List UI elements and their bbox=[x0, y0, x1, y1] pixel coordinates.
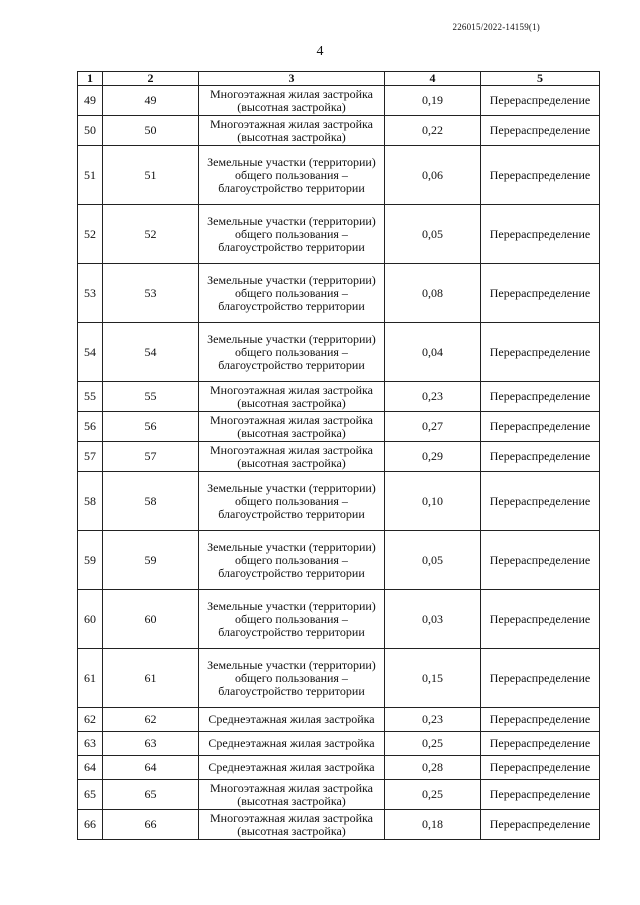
table-row bbox=[78, 442, 600, 472]
area-cell: 0,23 bbox=[385, 382, 481, 412]
table-row bbox=[78, 780, 600, 810]
table-row bbox=[78, 732, 600, 756]
formation-method-cell: Перераспределение bbox=[481, 810, 600, 840]
row-number-cell: 49 bbox=[78, 86, 103, 116]
plot-id-cell: 50 bbox=[103, 116, 199, 146]
table-header-row bbox=[78, 72, 600, 86]
land-use-type-cell: Земельные участки (территории) общего пользования – благоустройство территории bbox=[199, 146, 385, 205]
formation-method-cell: Перераспределение bbox=[481, 146, 600, 205]
area-cell: 0,18 bbox=[385, 810, 481, 840]
page-number: 4 bbox=[316, 44, 324, 59]
table-row bbox=[78, 590, 600, 649]
formation-method-cell: Перераспределение bbox=[481, 590, 600, 649]
row-number-cell: 65 bbox=[78, 780, 103, 810]
area-cell: 0,25 bbox=[385, 780, 481, 810]
plot-id-cell: 65 bbox=[103, 780, 199, 810]
area-cell: 0,28 bbox=[385, 756, 481, 780]
row-number-cell: 61 bbox=[78, 649, 103, 708]
formation-method-cell: Перераспределение bbox=[481, 116, 600, 146]
formation-method-cell: Перераспределение bbox=[481, 780, 600, 810]
area-cell: 0,04 bbox=[385, 323, 481, 382]
plot-id-cell: 54 bbox=[103, 323, 199, 382]
row-number-cell: 66 bbox=[78, 810, 103, 840]
table-row bbox=[78, 531, 600, 590]
plot-id-cell: 52 bbox=[103, 205, 199, 264]
table-row bbox=[78, 708, 600, 732]
row-number-cell: 52 bbox=[78, 205, 103, 264]
table-row bbox=[78, 810, 600, 840]
plot-id-cell: 56 bbox=[103, 412, 199, 442]
plot-id-cell: 57 bbox=[103, 442, 199, 472]
plot-id-cell: 49 bbox=[103, 86, 199, 116]
formation-method-cell: Перераспределение bbox=[481, 649, 600, 708]
area-cell: 0,29 bbox=[385, 442, 481, 472]
plot-id-cell: 64 bbox=[103, 756, 199, 780]
area-cell: 0,23 bbox=[385, 708, 481, 732]
plot-id-cell: 63 bbox=[103, 732, 199, 756]
area-cell: 0,19 bbox=[385, 86, 481, 116]
document-registration-number: 226015/2022-14159(1) bbox=[452, 22, 540, 32]
area-cell: 0,03 bbox=[385, 590, 481, 649]
area-cell: 0,06 bbox=[385, 146, 481, 205]
table-row bbox=[78, 323, 600, 382]
formation-method-cell: Перераспределение bbox=[481, 382, 600, 412]
land-plots-table bbox=[77, 71, 600, 840]
land-use-type-cell: Среднеэтажная жилая застройка bbox=[199, 708, 385, 732]
row-number-cell: 51 bbox=[78, 146, 103, 205]
area-cell: 0,10 bbox=[385, 472, 481, 531]
formation-method-cell: Перераспределение bbox=[481, 732, 600, 756]
plot-id-cell: 60 bbox=[103, 590, 199, 649]
row-number-cell: 56 bbox=[78, 412, 103, 442]
land-use-type-cell: Среднеэтажная жилая застройка bbox=[199, 756, 385, 780]
row-number-cell: 59 bbox=[78, 531, 103, 590]
formation-method-cell: Перераспределение bbox=[481, 472, 600, 531]
column-header: 5 bbox=[481, 72, 600, 86]
formation-method-cell: Перераспределение bbox=[481, 264, 600, 323]
plot-id-cell: 58 bbox=[103, 472, 199, 531]
area-cell: 0,22 bbox=[385, 116, 481, 146]
formation-method-cell: Перераспределение bbox=[481, 708, 600, 732]
table-row bbox=[78, 756, 600, 780]
row-number-cell: 53 bbox=[78, 264, 103, 323]
land-use-type-cell: Земельные участки (территории) общего пользования – благоустройство территории bbox=[199, 649, 385, 708]
area-cell: 0,05 bbox=[385, 205, 481, 264]
area-cell: 0,05 bbox=[385, 531, 481, 590]
land-use-type-cell: Многоэтажная жилая застройка (высотная застройка) bbox=[199, 780, 385, 810]
land-use-type-cell: Многоэтажная жилая застройка (высотная застройка) bbox=[199, 810, 385, 840]
row-number-cell: 54 bbox=[78, 323, 103, 382]
table-row bbox=[78, 412, 600, 442]
land-use-type-cell: Земельные участки (территории) общего пользования – благоустройство территории bbox=[199, 531, 385, 590]
area-cell: 0,25 bbox=[385, 732, 481, 756]
table-row bbox=[78, 116, 600, 146]
column-header: 2 bbox=[103, 72, 199, 86]
plot-id-cell: 53 bbox=[103, 264, 199, 323]
land-use-type-cell: Земельные участки (территории) общего пользования – благоустройство территории bbox=[199, 205, 385, 264]
land-use-type-cell: Среднеэтажная жилая застройка bbox=[199, 732, 385, 756]
land-use-type-cell: Земельные участки (территории) общего пользования – благоустройство территории bbox=[199, 264, 385, 323]
row-number-cell: 55 bbox=[78, 382, 103, 412]
formation-method-cell: Перераспределение bbox=[481, 531, 600, 590]
area-cell: 0,08 bbox=[385, 264, 481, 323]
formation-method-cell: Перераспределение bbox=[481, 205, 600, 264]
plot-id-cell: 61 bbox=[103, 649, 199, 708]
row-number-cell: 60 bbox=[78, 590, 103, 649]
row-number-cell: 64 bbox=[78, 756, 103, 780]
formation-method-cell: Перераспределение bbox=[481, 86, 600, 116]
row-number-cell: 50 bbox=[78, 116, 103, 146]
plot-id-cell: 55 bbox=[103, 382, 199, 412]
column-header: 3 bbox=[199, 72, 385, 86]
formation-method-cell: Перераспределение bbox=[481, 442, 600, 472]
row-number-cell: 57 bbox=[78, 442, 103, 472]
land-use-type-cell: Многоэтажная жилая застройка (высотная застройка) bbox=[199, 116, 385, 146]
plot-id-cell: 66 bbox=[103, 810, 199, 840]
row-number-cell: 63 bbox=[78, 732, 103, 756]
land-use-type-cell: Многоэтажная жилая застройка (высотная застройка) bbox=[199, 382, 385, 412]
land-use-type-cell: Земельные участки (территории) общего пользования – благоустройство территории bbox=[199, 323, 385, 382]
formation-method-cell: Перераспределение bbox=[481, 323, 600, 382]
land-use-type-cell: Многоэтажная жилая застройка (высотная застройка) bbox=[199, 442, 385, 472]
area-cell: 0,27 bbox=[385, 412, 481, 442]
table-row bbox=[78, 472, 600, 531]
column-header: 4 bbox=[385, 72, 481, 86]
table-row bbox=[78, 86, 600, 116]
land-use-type-cell: Многоэтажная жилая застройка (высотная застройка) bbox=[199, 412, 385, 442]
row-number-cell: 58 bbox=[78, 472, 103, 531]
formation-method-cell: Перераспределение bbox=[481, 756, 600, 780]
land-use-type-cell: Земельные участки (территории) общего пользования – благоустройство территории bbox=[199, 590, 385, 649]
row-number-cell: 62 bbox=[78, 708, 103, 732]
column-header: 1 bbox=[78, 72, 103, 86]
plot-id-cell: 62 bbox=[103, 708, 199, 732]
land-use-type-cell: Многоэтажная жилая застройка (высотная застройка) bbox=[199, 86, 385, 116]
table-row bbox=[78, 382, 600, 412]
plot-id-cell: 59 bbox=[103, 531, 199, 590]
table-row bbox=[78, 264, 600, 323]
table-row bbox=[78, 146, 600, 205]
area-cell: 0,15 bbox=[385, 649, 481, 708]
table-row bbox=[78, 649, 600, 708]
formation-method-cell: Перераспределение bbox=[481, 412, 600, 442]
land-use-type-cell: Земельные участки (территории) общего пользования – благоустройство территории bbox=[199, 472, 385, 531]
table-row bbox=[78, 205, 600, 264]
plot-id-cell: 51 bbox=[103, 146, 199, 205]
